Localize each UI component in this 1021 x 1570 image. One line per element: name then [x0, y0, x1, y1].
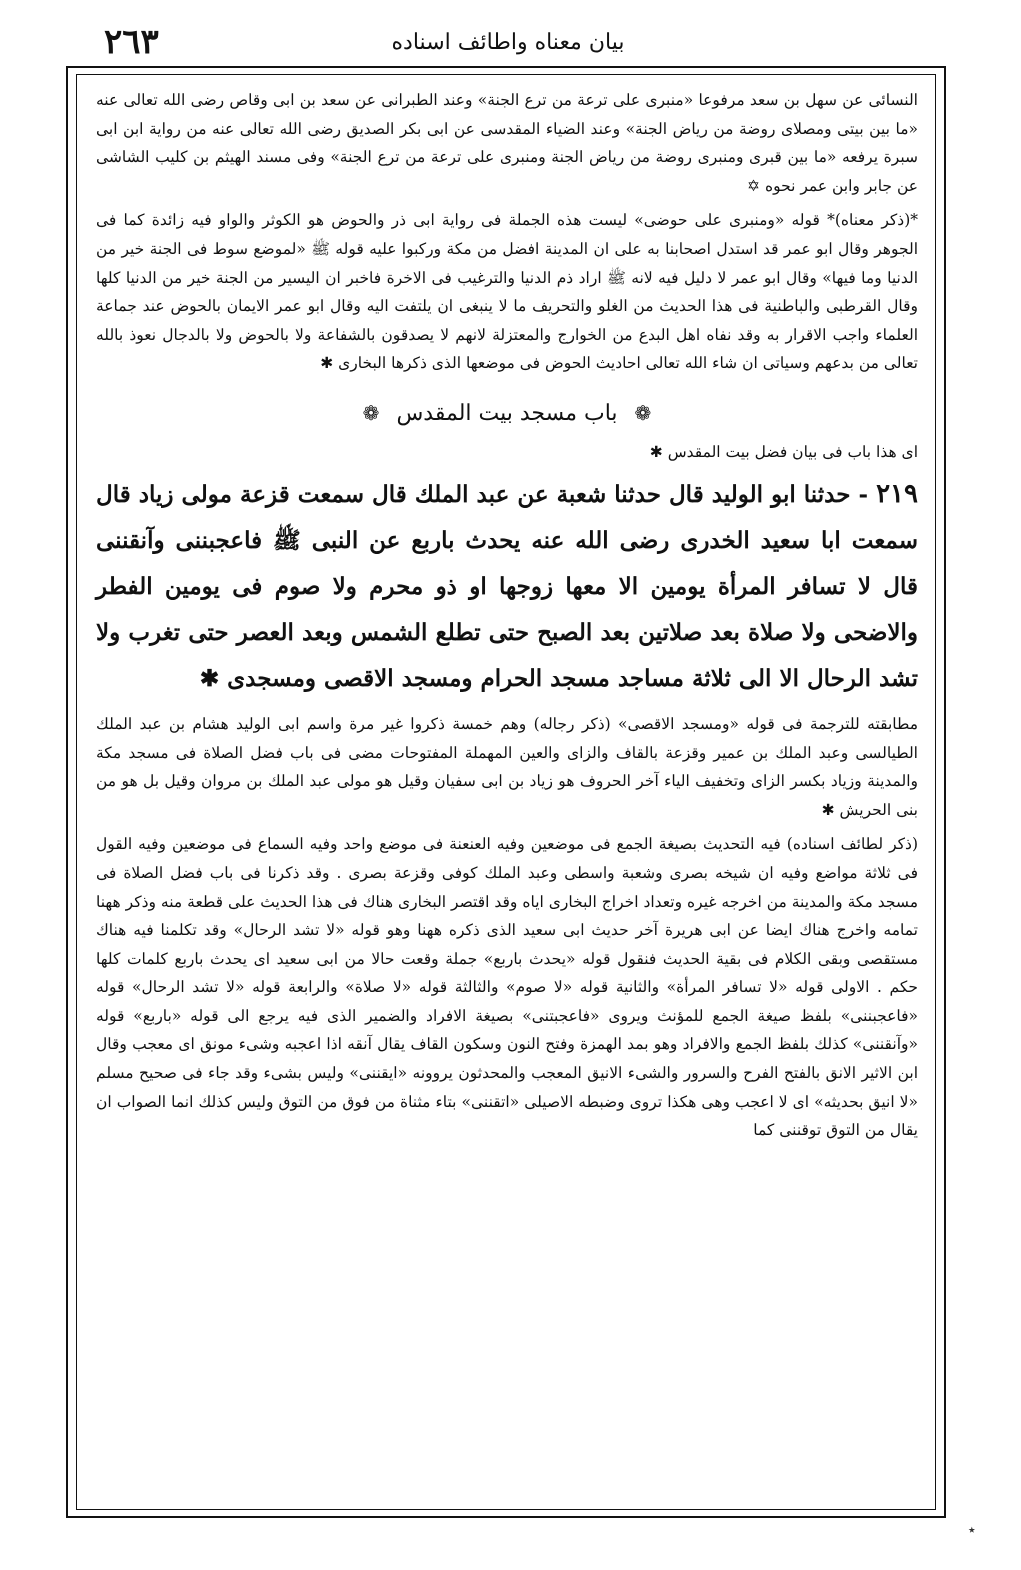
commentary-paragraph-4: (ذكر لطائف اسناده) فيه التحديث بصيغة الجمع فى موضعين وفيه العنعنة فى موضع واحد وفيه السماع فى موضعين وفيه القول فى ثلاثة مواضع وفيه ان شيخه بصرى وشعبة واسطى وعبد الملك كوفى وقزعة بصرى . وقد ذكرنا فى باب فضل الصلاة فى مسجد مكة والمدينة من اخرجه غيره وتعداد اخراج البخارى اياه وقد اقتصر البخارى هناك فى هذا الحديث على قطعة منه وذكر ههنا تمامه واخرج هناك ايضا عن ابى هريرة آخر حديث ابى سعيد الذى ذكره ههنا وهو قوله «لا تشد الرحال» وقد تكلمنا فيه هناك مستقصى وبقى الكلام فى بقية الحديث فنقول قوله «يحدث باربع» جملة وقعت حالا من ابى سعيد اى يحدث باربع كلمات كلها حكم . الاولى قوله «لا تسافر المرأة» والثانية قوله «لا صوم» والثالثة قوله «لا صلاة» والرابعة قوله «لا تشد الرحال» قوله «فاعجبننى» بلفظ صيغة الجمع للمؤنث ويروى «فاعجبتنى» بصيغة الافراد والضمير الذى فيه يرجع الى قوله «باربع» قوله «وآنقننى» كذلك بلفظ الجمع والافراد وهو بمد الهمزة وفتح النون وسكون القاف يقال آنقه اذا اعجبه وشىء مونق اى معجب وقال ابن الاثير الانق بالفتح الفرح والسرور والشىء الانيق المعجب والمحدثون يروونه «ايقننى» وليس بشىء وقد جاء فى صحيح مسلم «لا انيق بحديثه» اى لا اعجب وهى هكذا تروى وضبطه الاصيلى «اتقننى» بتاء مثناة من فوق من التوق وليس كذلك انما الصواب ان يقال من التوق توقننى كما [96, 835, 918, 1140]
page-body [96, 86, 918, 1145]
ornament-icon: ❁ [634, 400, 652, 425]
chapter-title: باب مسجد بيت المقدس [396, 400, 618, 426]
running-title: بيان معناه واطائف اسناده [391, 30, 625, 55]
hadith-text-block: ٢١٩ - حدثنا ابو الوليد قال حدثنا شعبة عن عبد الملك قال سمعت قزعة مولى زياد قال سمعت ابا سعيد الخدرى رضى الله عنه يحدث باربع عن النبى ﷺ فاعجبننى وآنقننى قال لا تسافر المرأة يومين الا معها زوجها او ذو محرم ولا صوم فى يومين الفطر والاضحى ولا صلاة بعد صلاتين بعد الصبح حتى تطلع الشمس وبعد العصر حتى تغرب ولا تشد الرحال الا الى ثلاثة مساجد مسجد الحرام ومسجد الاقصى ومسجدى ✱ [96, 478, 918, 692]
running-head [66, 22, 950, 66]
page-number: ٢٦٣ [104, 22, 159, 62]
hadith-number: ٢١٩ [876, 478, 918, 509]
commentary-paragraph-2: *(ذكر معناه)* قوله «ومنبرى على حوضى» ليست هذه الجملة فى رواية ابى ذر والحوض هو الكوثر والواو فيه زائدة كما فى الجوهر وقال ابو عمر قد استدل اصحابنا به على ان المدينة افضل من مكة وركبوا عليه قوله ﷺ «لموضع سوط فى الجنة خير من الدنيا وما فيها» وقال ابو عمر لا دليل فيه لانه ﷺ اراد ذم الدنيا والترغيب فى الاخرة فاخبر ان اليسير من الجنة خير من الدنيا كلها وقال القرطبى والباطنية فى هذا الحديث من الغلو والتحريف ما لا ينبغى ان يلتفت اليه وقال ابو عمر الايمان بالحوض عند جماعة العلماء واجب الاقرار به وقد نفاه اهل البدع من الخوارج والمعتزلة لانهم لا يصدقون بالشفاعة ولا بالحوض ولا بالدجال نعوذ بالله تعالى من بدعهم وسياتى ان شاء الله تعالى احاديث الحوض فى موضعها الذى ذكرها البخارى ✱ [96, 211, 918, 373]
footer-mark: ٭ [968, 1522, 976, 1538]
chapter-heading [96, 396, 918, 431]
commentary-paragraph-1: النسائى عن سهل بن سعد مرفوعا «منبرى على ترعة من ترع الجنة» وعند الطبرانى عن سعد بن ابى وقاص رضى الله تعالى عنه «ما بين بيتى ومصلاى روضة من رياض الجنة» وعند الضياء المقدسى عن ابى بكر الصديق رضى الله تعالى عنه من رواية ابن ابى سبرة يرفعه «ما بين قبرى ومنبرى روضة من رياض الجنة ومنبرى على ترعة من ترع الجنة» وفى مسند الهيثم بن كليب الشاشى عن جابر وابن عمر نحوه ✡ [96, 91, 918, 195]
commentary-paragraph-3: مطابقته للترجمة فى قوله «ومسجد الاقصى» (ذكر رجاله) وهم خمسة ذكروا غير مرة واسم ابى الوليد هشام بن عبد الملك الطيالسى وعبد الملك بن عمير وقزعة بالقاف والزاى والعين المهملة المفتوحات مضى فى باب فضل الصلاة فى مسجد مكة والمدينة وزياد بكسر الزاى وتخفيف الياء آخر الحروف هو زياد بن ابى سفيان وقيل هو مولى عبد الملك بن مروان وقيل بل هو من بنى الحريش ✱ [96, 714, 918, 819]
chapter-subtitle: اى هذا باب فى بيان فضل بيت المقدس ✱ [649, 442, 918, 461]
hadith-text: حدثنا ابو الوليد قال حدثنا شعبة عن عبد الملك قال سمعت قزعة مولى زياد قال سمعت ابا سعيد الخدرى رضى الله عنه يحدث باربع عن النبى ﷺ فاعجبننى وآنقننى قال لا تسافر المرأة يومين الا معها زوجها او ذو محرم ولا صوم فى يومين الفطر والاضحى ولا صلاة بعد صلاتين بعد الصبح حتى تطلع الشمس وبعد العصر حتى تغرب ولا تشد الرحال الا الى ثلاثة مساجد مسجد الحرام ومسجد الاقصى ومسجدى ✱ [96, 480, 918, 692]
ornament-icon: ❁ [362, 400, 380, 425]
